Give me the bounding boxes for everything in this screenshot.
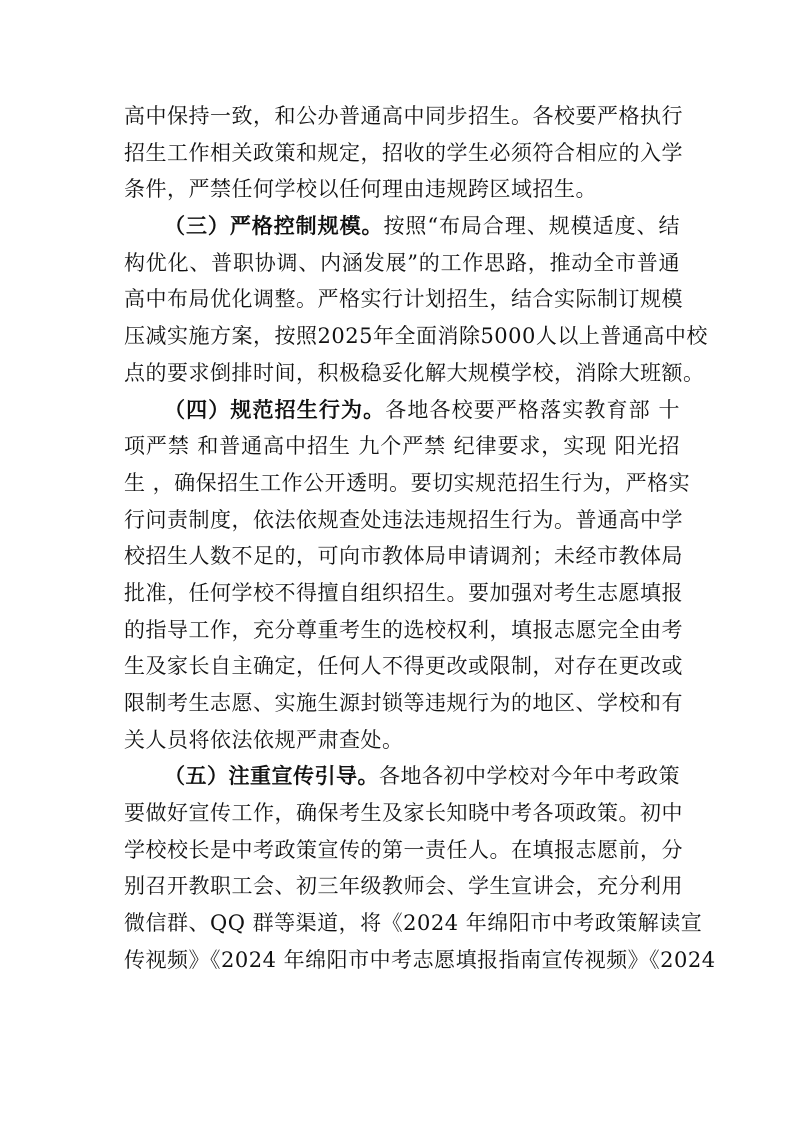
paragraph-regulate-admissions — [124, 392, 691, 759]
section-heading: （五）注重宣传引导。 — [164, 764, 379, 789]
section-heading: （三）严格控制规模。 — [164, 214, 384, 239]
text-line — [124, 392, 680, 429]
text-line: 批准，任何学校不得擅自组织招生。要加强对考生志愿填报 — [124, 580, 683, 605]
text-line: 行问责制度，依法依规查处违法违规招生行为。普通高中学 — [124, 507, 683, 532]
section-heading: （四）规范招生行为。 — [164, 397, 386, 422]
text-span: 各地各初中学校对今年中考政策 — [379, 764, 680, 789]
text-line: 条件，严禁任何学校以任何理由违规跨区域招生。 — [124, 177, 597, 202]
text-line: 高中保持一致，和公办普通高中同步招生。各校要严格执行 — [124, 104, 683, 128]
text-line: 生及家长自主确定，任何人不得更改或限制，对存在更改或 — [124, 654, 683, 679]
text-line: 高中布局优化调整。严格实行计划招生，结合实际制订规模 — [124, 287, 683, 312]
text-line: 的指导工作，充分尊重考生的选校权利，填报志愿完全由考 — [124, 617, 683, 642]
text-line: 学校校长是中考政策宣传的第一责任人。在填报志愿前，分 — [124, 837, 683, 862]
text-line: 招生工作相关政策和规定，招收的学生必须符合相应的入学 — [124, 140, 683, 165]
text-line: 别召开教职工会、初三年级教师会、学生宣讲会，充分利用 — [124, 874, 683, 899]
paragraph-publicity-guidance — [124, 758, 716, 978]
text-span: 按照“布局合理、规模适度、结 — [383, 214, 680, 239]
text-line: 构优化、普职协调、内涵发展”的工作思路，推动全市普通 — [124, 250, 680, 275]
text-line: 压减实施方案，按照2025年全面消除5000人以上普通高中校 — [124, 324, 708, 349]
text-span: 各地各校要严格落实教育部 十 — [385, 397, 680, 422]
text-line: 点的要求倒排时间，积极稳妥化解大规模学校，消除大班额。 — [124, 360, 705, 385]
text-line — [124, 758, 680, 795]
text-line: 生 ，确保招生工作公开透明。要切实规范招生行为，严格实 — [124, 470, 691, 495]
text-line: 微信群、QQ 群等渠道，将《2024 年绵阳市中考政策解读宣 — [124, 911, 703, 936]
text-line: 限制考生志愿、实施生源封锁等违规行为的地区、学校和有 — [124, 691, 683, 715]
text-line: 关人员将依法依规严肃查处。 — [124, 727, 404, 752]
body-text — [124, 98, 716, 979]
text-line: 校招生人数不足的，可向市教体局申请调剂；未经市教体局 — [124, 544, 683, 569]
text-line — [124, 208, 680, 245]
text-line: 要做好宣传工作，确保考生及家长知晓中考各项政策。初中 — [124, 801, 683, 826]
text-line: 传视频》《2024 年绵阳市中考志愿填报指南宣传视频》《2024 — [124, 947, 716, 972]
paragraph-control-scale — [124, 208, 708, 391]
text-line: 项严禁 和普通高中招生 九个严禁 纪律要求，实现 阳光招 — [124, 434, 680, 459]
paragraph-admissions-continuation — [124, 98, 683, 208]
